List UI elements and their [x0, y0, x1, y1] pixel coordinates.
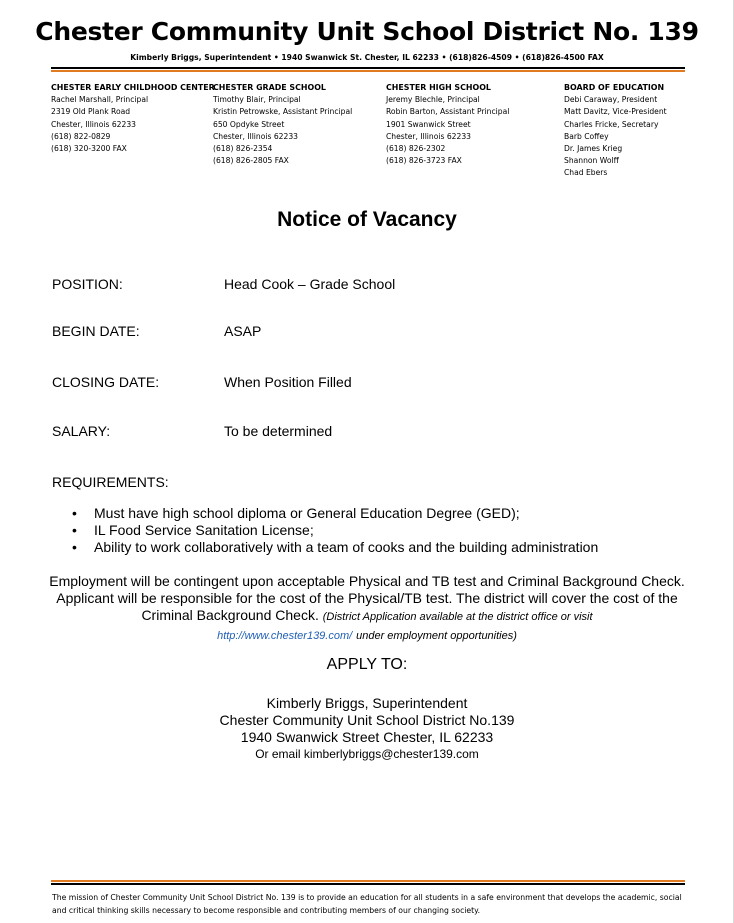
requirements-list	[72, 505, 598, 556]
school-line: Chad Ebers	[564, 168, 608, 178]
school-line: (618) 320-3200 FAX	[51, 144, 127, 154]
school-line: 2319 Old Plank Road	[51, 107, 131, 117]
field-value-closing-date: When Position Filled	[224, 374, 352, 390]
list-item	[72, 522, 598, 539]
school-column-grade-school	[213, 82, 352, 167]
school-title: CHESTER EARLY CHILDHOOD CENTER	[51, 83, 215, 92]
school-line: Barb Coffey	[564, 131, 609, 141]
bullet-icon: •	[72, 505, 77, 521]
school-line: (618) 826-2805 FAX	[213, 156, 289, 166]
application-note-suffix: under employment opportunities)	[356, 630, 517, 642]
list-item	[72, 539, 598, 556]
field-value-salary: To be determined	[224, 423, 333, 439]
district-subtitle: Kimberly Briggs, Superintendent • 1940 Swanwick St. Chester, IL 62233 • (618)826-4509 • (618)826-4500 FAX	[130, 53, 604, 62]
school-line: 1901 Swanwick Street	[386, 119, 471, 129]
apply-to-heading: APPLY TO:	[326, 656, 408, 673]
school-line: Robin Barton, Assistant Principal	[386, 107, 510, 117]
school-line: Rachel Marshall, Principal	[51, 95, 149, 105]
list-item	[72, 505, 598, 522]
bullet-icon: •	[72, 522, 77, 538]
school-line: (618) 826-3723 FAX	[386, 156, 462, 166]
school-line: (618) 822-0829	[51, 131, 111, 141]
field-value-begin-date: ASAP	[224, 323, 262, 339]
school-title: BOARD OF EDUCATION	[564, 83, 665, 92]
school-directory	[51, 82, 691, 182]
school-line: Shannon Wolff	[564, 156, 619, 166]
school-line: Chester, Illinois 62233	[386, 131, 472, 141]
school-line: Timothy Blair, Principal	[213, 95, 301, 105]
school-line: Matt Davitz, Vice-President	[564, 107, 667, 117]
footer-rule-black	[51, 883, 685, 885]
contact-address: 1940 Swanwick Street Chester, IL 62233	[240, 729, 494, 745]
school-line: Debi Caraway, President	[564, 95, 658, 105]
contact-block	[0, 695, 734, 763]
school-column-early-childhood	[51, 82, 215, 155]
field-label-position: POSITION:	[52, 276, 123, 292]
field-value-position: Head Cook – Grade School	[224, 276, 396, 292]
school-line: Kristin Petrowske, Assistant Principal	[213, 107, 353, 117]
school-line: (618) 826-2354	[213, 144, 273, 154]
school-column-high-school	[386, 82, 509, 167]
mission-statement: The mission of Chester Community Unit School District No. 139 is to provide an education for all students in a safe environment that develops the academic, social and critical thinking skills necessary to become responsible and contributing members of our changing society.	[52, 893, 682, 915]
notice-title: Notice of Vacancy	[277, 208, 457, 231]
header-rule-black	[51, 67, 685, 69]
school-line: Charles Fricke, Secretary	[564, 119, 659, 129]
contact-district: Chester Community Unit School District No.139	[219, 712, 515, 728]
footer-rule-orange	[51, 880, 685, 882]
school-title: CHESTER HIGH SCHOOL	[386, 83, 491, 92]
school-line: Chester, Illinois 62233	[213, 131, 299, 141]
employment-paragraph	[40, 573, 694, 645]
school-line: (618) 826-2302	[386, 144, 446, 154]
requirement-text: Must have high school diploma or General Education Degree (GED);	[94, 505, 520, 521]
school-line: Jeremy Blechle, Principal	[386, 95, 480, 105]
school-column-board-of-education	[564, 82, 667, 180]
field-label-closing-date: CLOSING DATE:	[52, 374, 160, 390]
school-title: CHESTER GRADE SCHOOL	[213, 83, 326, 92]
district-title: Chester Community Unit School District No. 139	[35, 17, 699, 46]
school-line: Chester, Illinois 62233	[51, 119, 137, 129]
district-website-link[interactable]: http://www.chester139.com/	[217, 630, 353, 642]
employment-text: Employment will be contingent upon acceptable Physical and TB test and Criminal Background Check. Applicant will be responsible for the cost of the Physical/TB test. The district will cover the cost of the Criminal Background Check.	[49, 573, 685, 623]
field-label-salary: SALARY:	[52, 423, 111, 439]
school-line: 650 Opdyke Street	[213, 119, 285, 129]
requirements-label: REQUIREMENTS:	[52, 474, 169, 490]
school-line: Dr. James Krieg	[564, 144, 623, 154]
contact-email: Or email kimberlybriggs@chester139.com	[255, 747, 479, 761]
requirement-text: Ability to work collaboratively with a team of cooks and the building administration	[94, 539, 599, 555]
header-rule-orange	[51, 70, 685, 72]
application-note-prefix: (District Application available at the district office or visit	[322, 611, 593, 623]
requirement-text: IL Food Service Sanitation License;	[94, 522, 314, 538]
bullet-icon: •	[72, 539, 77, 555]
contact-name: Kimberly Briggs, Superintendent	[266, 695, 468, 711]
field-label-begin-date: BEGIN DATE:	[52, 323, 140, 339]
